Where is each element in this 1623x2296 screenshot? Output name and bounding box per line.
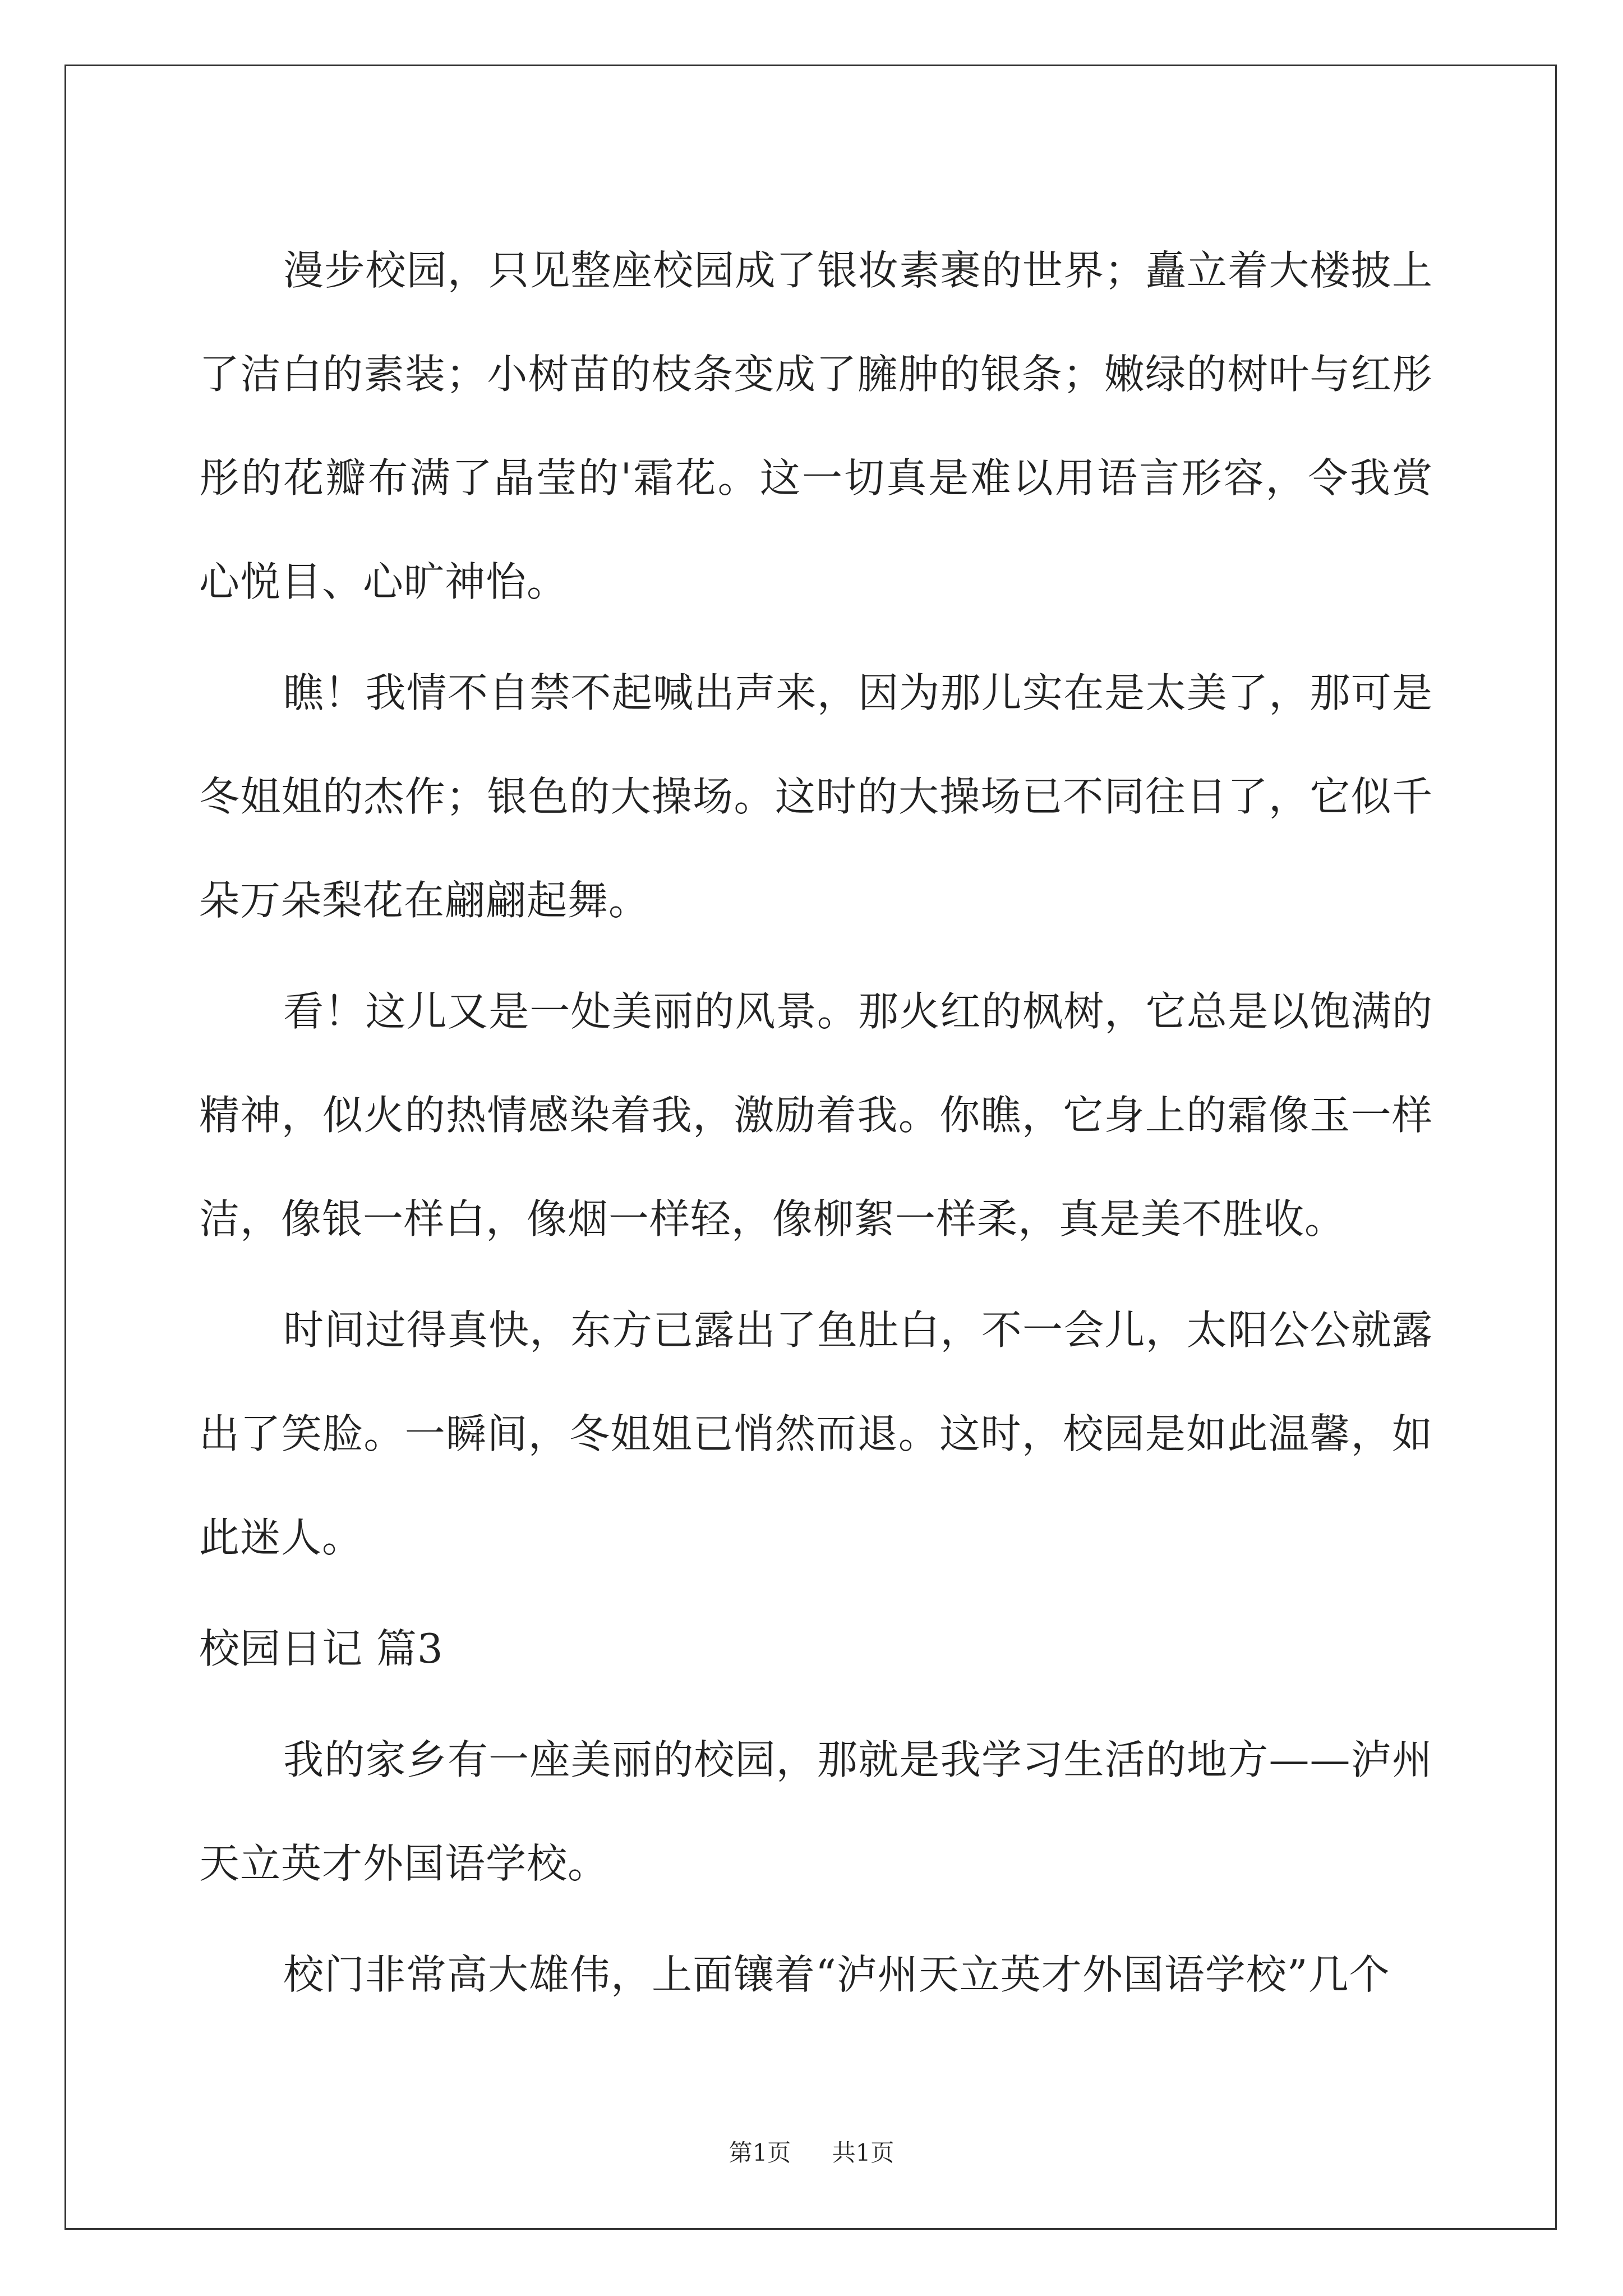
paragraph: 我的家乡有一座美丽的校园，那就是我学习生活的地方——泸州天立英才外国语学校。: [199, 1736, 1433, 1887]
page-total: 共1页: [832, 2139, 895, 2166]
paragraph: 时间过得真快，东方已露出了鱼肚白，不一会儿，太阳公公就露出了笑脸。一瞬间，冬姐姐已悄然而退。这时，校园是如此温馨，如此迷人。: [199, 1306, 1433, 1561]
page-footer: [0, 2134, 1623, 2168]
page-number: 第1页: [728, 2139, 791, 2166]
paragraph: 看！这儿又是一处美丽的风景。那火红的枫树，它总是以饱满的精神，似火的热情感染着我，激励着我。你瞧，它身上的霜像玉一样洁，像银一样白，像烟一样轻，像柳絮一样柔，真是美不胜收。: [199, 988, 1433, 1243]
paragraph: 瞧！我情不自禁不起喊出声来，因为那儿实在是太美了，那可是冬姐姐的杰作；银色的大操场。这时的大操场已不同往日了，它似千朵万朵梨花在翩翩起舞。: [199, 669, 1433, 924]
paragraph: 漫步校园，只见整座校园成了银妆素裹的世界；矗立着大楼披上了洁白的素装；小树苗的枝条变成了臃肿的银条；嫩绿的树叶与红彤彤的花瓣布满了晶莹的'霜花。这一切真是难以用语言形容，令我赏心悦目、心旷神怡。: [199, 247, 1433, 605]
paragraph: 校门非常高大雄伟，上面镶着“泸州天立英才外国语学校”几个: [283, 1951, 1390, 1998]
section-heading: 校园日记 篇3: [199, 1625, 444, 1672]
document-body: [199, 219, 1433, 2034]
